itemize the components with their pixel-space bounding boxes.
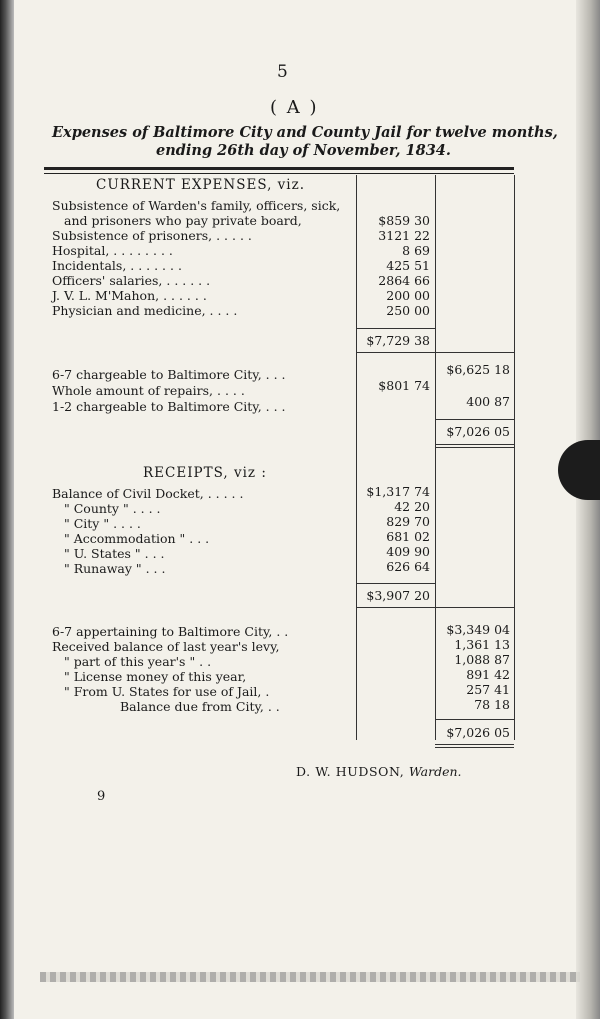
allocation-label: 6-7 appertaining to Baltimore City, . . bbox=[52, 624, 289, 639]
expense-label: J. V. L. M'Mahon, . . . . . . bbox=[52, 288, 207, 303]
allocation-amount: $6,625 18 bbox=[446, 362, 510, 377]
subtotal-rule bbox=[356, 328, 435, 329]
receipt-amount: 42 20 bbox=[394, 499, 430, 514]
expense-label: Physician and medicine, . . . . bbox=[52, 303, 238, 318]
allocation-label: Received balance of last year's levy, bbox=[52, 639, 280, 654]
page-right-edge bbox=[576, 0, 600, 1019]
allocation-amount: 891 42 bbox=[466, 667, 510, 682]
expense-label: and prisoners who pay private board, bbox=[64, 213, 302, 228]
allocation-label: 1-2 chargeable to Baltimore City, . . . bbox=[52, 399, 286, 414]
expense-amount: 8 69 bbox=[402, 243, 430, 258]
signature-name: D. W. HUDSON, bbox=[296, 764, 405, 779]
allocation-amount: 400 87 bbox=[466, 394, 510, 409]
signature bbox=[296, 764, 462, 779]
section-rule bbox=[356, 607, 514, 608]
receipt-label: " Accommodation " . . . bbox=[64, 531, 210, 546]
page-binding-edge bbox=[0, 0, 14, 1019]
current-expenses-total: $7,729 38 bbox=[366, 333, 430, 348]
receipts-heading: RECEIPTS, viz : bbox=[143, 465, 267, 481]
title-line-1: Expenses of Baltimore City and County Jail for twelve months, bbox=[52, 124, 558, 141]
receipt-amount: 829 70 bbox=[386, 514, 430, 529]
column-rule-middle bbox=[435, 175, 436, 740]
total-rule-1 bbox=[435, 744, 514, 745]
title-rule-thick bbox=[44, 167, 514, 170]
expense-amount: 200 00 bbox=[386, 288, 430, 303]
receipt-label: " U. States " . . . bbox=[64, 546, 165, 561]
expense-amount: 250 00 bbox=[386, 303, 430, 318]
total-rule-1 bbox=[435, 444, 514, 445]
title-rule-thin bbox=[44, 173, 514, 174]
expense-amount: 2864 66 bbox=[378, 273, 430, 288]
signature-title: Warden. bbox=[408, 764, 462, 779]
receipt-amount: 681 02 bbox=[386, 529, 430, 544]
page-number: 5 bbox=[277, 62, 288, 82]
allocation-label: Balance due from City, . . bbox=[120, 699, 280, 714]
subtotal-rule bbox=[356, 583, 435, 584]
expense-label: Officers' salaries, . . . . . . bbox=[52, 273, 211, 288]
column-rule-right bbox=[514, 175, 515, 740]
allocation-2-total: $7,026 05 bbox=[446, 725, 510, 740]
subtotal-rule bbox=[435, 719, 514, 720]
repairs-amount: $801 74 bbox=[378, 378, 430, 393]
receipt-label: Balance of Civil Docket, . . . . . bbox=[52, 486, 244, 501]
allocation-amount: 1,088 87 bbox=[454, 652, 510, 667]
allocation-label: " part of this year's " . . bbox=[64, 654, 212, 669]
total-rule-2 bbox=[435, 447, 514, 448]
receipt-label: " County " . . . . bbox=[64, 501, 161, 516]
ink-blot bbox=[558, 440, 600, 500]
allocation-amount: 78 18 bbox=[474, 697, 510, 712]
total-rule-2 bbox=[435, 747, 514, 748]
allocation-amount: $3,349 04 bbox=[446, 622, 510, 637]
title-line-2: ending 26th day of November, 1834. bbox=[156, 142, 451, 159]
allocation-label: " From U. States for use of Jail, . bbox=[64, 684, 270, 699]
receipt-amount: 626 64 bbox=[386, 559, 430, 574]
expense-amount: 3121 22 bbox=[378, 228, 430, 243]
allocation-label: " License money of this year, bbox=[64, 669, 247, 684]
allocation-label: 6-7 chargeable to Baltimore City, . . . bbox=[52, 367, 286, 382]
allocation-amount: 1,361 13 bbox=[454, 637, 510, 652]
receipts-total: $3,907 20 bbox=[366, 588, 430, 603]
allocation-amount: 257 41 bbox=[466, 682, 510, 697]
expense-label: Hospital, . . . . . . . . bbox=[52, 243, 173, 258]
expense-label: Subsistence of prisoners, . . . . . bbox=[52, 228, 252, 243]
allocation-1-total: $7,026 05 bbox=[446, 424, 510, 439]
subtotal-rule bbox=[435, 419, 514, 420]
section-rule bbox=[356, 352, 514, 353]
receipt-label: " City " . . . . bbox=[64, 516, 141, 531]
receipt-amount: $1,317 74 bbox=[366, 484, 430, 499]
column-rule-left bbox=[356, 175, 357, 740]
expense-amount: $859 30 bbox=[378, 213, 430, 228]
expense-label: Incidentals, . . . . . . . bbox=[52, 258, 182, 273]
receipt-label: " Runaway " . . . bbox=[64, 561, 166, 576]
receipt-amount: 409 90 bbox=[386, 544, 430, 559]
bottom-smudge bbox=[40, 972, 580, 982]
allocation-label: Whole amount of repairs, . . . . bbox=[52, 383, 245, 398]
signature-number: 9 bbox=[97, 789, 106, 804]
current-expenses-heading: CURRENT EXPENSES, viz. bbox=[96, 177, 306, 193]
expense-amount: 425 51 bbox=[386, 258, 430, 273]
appendix-letter: ( A ) bbox=[270, 97, 319, 118]
expense-label: Subsistence of Warden's family, officers, sick, bbox=[52, 198, 341, 213]
